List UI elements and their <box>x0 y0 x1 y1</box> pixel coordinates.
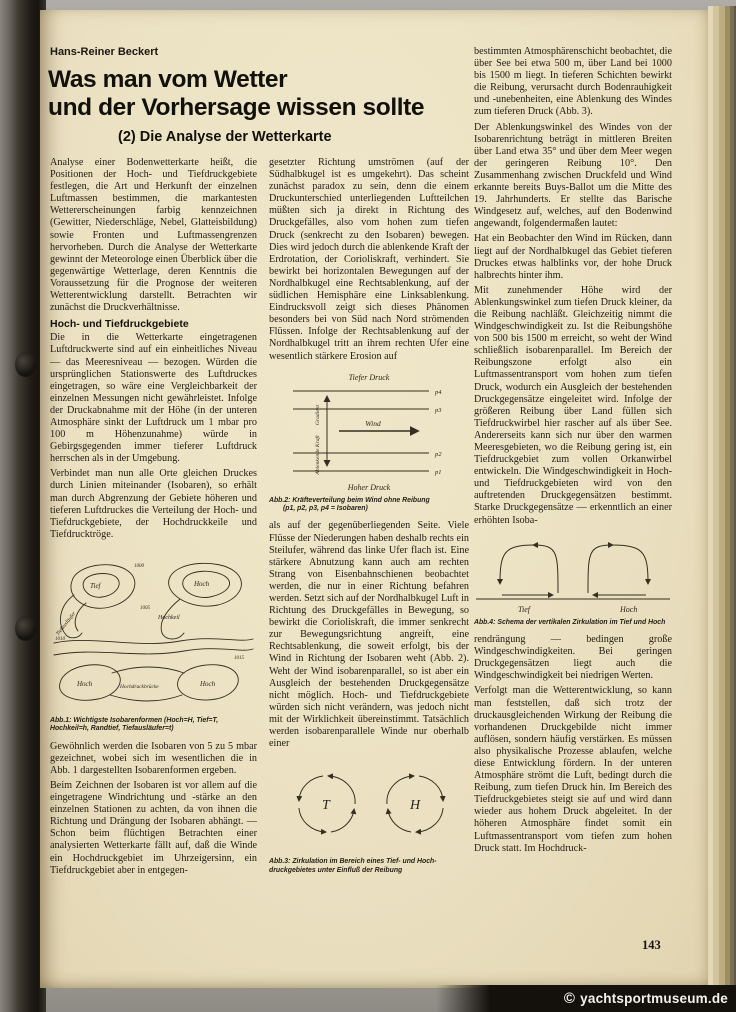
label-iso-1000: 1000 <box>134 563 144 569</box>
page-number: 143 <box>642 938 661 952</box>
figure-caption <box>269 858 469 875</box>
paragraph: Verbindet man nun alle Orte gleichen Druckes durch Linien miteinander (Isobaren), so erhält man durch Abgrenzung der Gebiete höheren und tieferen Luftdruckes die Verteilung der Hoch- und Tiefdruckgebiete, der Hochdruckkeile und Tiefdrucktröge. <box>50 468 257 540</box>
label-tief: Tief <box>518 604 531 614</box>
figure-abb1 <box>50 547 257 734</box>
label-p3: p3 <box>435 406 442 414</box>
label-iso-1010: 1010 <box>55 636 65 642</box>
paragraph: Mit zunehmender Höhe wird der Ablenkungswinkel zum tiefen Druck kleiner, da die Reibung nachläßt. Gleichzeitig nimmt die Windgeschwindigkeit zu. Ist die Reibungshöhe von 500 bis 1500 m erreicht, so weht der Wind schließlich isobarenparallel. Im Bereich der Reibungszone erfolgt also ein Luftmassentransport vom hohen zum tiefen Druck, wodurch ein Ausgleich der bestehenden Druckgegensätze eingeleitet wird. Infolge der größeren Reibung über Land füllen sich Tiefdruckwirbel hier rascher auf als über See. Andererseits kann sich nur über den warmen Meeresgebieten, wo die Reibung gering ist, ein Tiefdruckgebiet zum vollen Orkanwirbel entwickeln. Die Windgeschwindigkeit in Hoch- und Tiefdruckgebieten wird von den auftretenden Druckgegensätzen bestimmt. Starke Druckgegensätze — erkenntlich an einer erhöhten Isoba- <box>474 284 672 526</box>
paragraph: Beim Zeichnen der Isobaren ist vor allem auf die eingetragene Windrichtung und -stärke an den einzelnen Stationen zu achten, da von ihnen die Richtung und Drängung der Isobaren abhängt. — Schon beim flüchtigen Betrachten einer analysierten Wetterkarte fällt auf, daß die Winde ein Hochdruckgebiet im Uhrzeigersinn, ein Tiefdruckgebiet aber in entgegen- <box>50 780 257 876</box>
label-hochdruckbruecke: Hochdruckbrücke <box>120 683 159 690</box>
label-iso-1015: 1015 <box>234 655 244 661</box>
author-name: Hans-Reiner Beckert <box>50 46 159 58</box>
label-h: H <box>410 798 421 814</box>
caption-line2: (Hoch=H, Tief=T, Hochkeil=h, Randtief, Tiefausläufer=t) <box>50 716 219 733</box>
binder-hole-top <box>15 352 36 377</box>
label-tiefer-druck: Tiefer Druck <box>348 372 390 382</box>
label-wind: Wind <box>365 418 381 428</box>
magazine-page <box>40 10 708 988</box>
column-2 <box>269 157 469 882</box>
binder-hole-bottom <box>15 616 36 641</box>
vertical-circulation-diagram <box>474 533 672 617</box>
paragraph: Analyse einer Bodenwetterkarte heißt, die Positionen der Hoch- und Tiefdruckgebiete festlegen, die Art und Herkunft der einzelnen Luftmassen bestimmen, die markantesten Wettererscheinungen farbig kennzeichnen (Gewitter, Niederschläge, Nebel, Glatteisbildung) sowie Fronten und Luftmassengrenzen hervorheben. Durch die Analyse der Wetterkarte gewinnt der Meteorologe einen Überblick über die gegenwärtige Wetterlage, deren Kenntnis die Voraussetzung für die Prognose der weiteren Wetterentwicklung darstellt. Betrachten wir zunächst die Druckverhältnisse. <box>50 157 257 314</box>
section-heading: Hoch- und Tiefdruckgebiete <box>50 318 189 331</box>
article-title-line1: Was man vom Wetter <box>48 66 288 93</box>
figure-caption <box>50 717 257 734</box>
paragraph: Hat ein Beobachter den Wind im Rücken, dann liegt auf der Nordhalbkugel das Gebiet tieferen Druckes etwas halblinks vor, der hohe Druck halbrechts hinter ihm. <box>474 233 672 281</box>
article-title <box>48 66 424 121</box>
paragraph: Der Ablenkungswinkel des Windes von der Isobarenrichtung beträgt in mittleren Breiten über Land etwa 35° und über dem Meer wegen der geringeren Reibung 10°. Den Zusammenhang zwischen Druckfeld und Wind erkannte bereits Buys-Ballot um die Mitte des 19. Jahrhunderts. Er stellte das Barische Windgesetz auf, welches, auf den Bodenwind angewandt, folgendermaßen lautet: <box>474 121 672 230</box>
caption-line2: (p1, p2, p3, p4 = Isobaren) <box>283 505 368 512</box>
label-hoch-top: Hoch <box>194 579 210 588</box>
caption-line1: Abb.1: Wichtigste Isobarenformen <box>50 716 163 724</box>
watermark-text: yachtsportmuseum.de <box>580 991 728 1006</box>
article-title-line2: und der Vorhersage wissen sollte <box>48 93 425 121</box>
label-t: T <box>322 798 330 814</box>
figure-caption: Abb.4: Schema der vertikalen Zirkulation im Tief und Hoch <box>474 618 666 626</box>
wind-forces-diagram <box>269 369 469 495</box>
label-p1: p1 <box>435 468 442 476</box>
column-3 <box>474 46 672 858</box>
label-iso-1005: 1005 <box>140 605 150 611</box>
article-subtitle: (2) Die Analyse der Wetterkarte <box>118 129 332 145</box>
label-p2: p2 <box>435 450 442 458</box>
paragraph: rendrängung — bedingen große Windgeschwindigkeiten. Bei geringen Druckgegensätzen liegt auch die Windgeschwindigkeit bei niedrigen Werten. <box>474 634 672 682</box>
paragraph: Verfolgt man die Wetterentwicklung, so kann man feststellen, daß sich trotz der druckausgleichenden Wirkung der Reibung die vorhandenen Druckgebilde nicht immer auflösen, sondern häufig verstärken. Es müssen also physikalische Prozesse ablaufen, welche diese Entwicklung fördern. In der unteren Atmosphäre strömt die Luft, bedingt durch die Reibung, zum tiefen Druck hin. Im Bereich des Tiefdruckgebietes steigt sie auf und wird dann wieder aus hohem Druck abgeleitet. In der höheren Atmosphäre findet somit ein Luftmassentransport vom tiefen zum hohen Druck statt. Im Hochdruck- <box>474 685 672 854</box>
paragraph: gesetzter Richtung umströmen (auf der Südhalbkugel ist es umgekehrt). Das scheint zunächst paradox zu sein, denn die einem Druckunterschied unterliegenden Luftteilchen müßten sich ja direkt in Richtung des Druckgefälles, also vom hohen zum tiefen Druck (senkrecht zu den Isobaren) bewegen. Dies wird jedoch durch die ablenkende Kraft der Erdrotation, der Corioliskraft, verhindert. Sie bewirkt bei horizontalen Bewegungen auf der Nordhalbkugel eine Rechtsablenkung, auf der südlichen Hemisphäre eine Linksablenkung. Eindrucksvoll zeigt sich dieses Phänomen besonders bei von Süd nach Nord strömenden Flüssen. Infolge der Rechtsablenkung auf der Nordhalbkugel tritt an ihrem rechten Ufer eine wesentlich stärkere Erosion auf <box>269 157 469 362</box>
label-hoch: Hoch <box>620 604 638 614</box>
label-hoch-left: Hoch <box>77 679 93 688</box>
label-p4: p4 <box>435 388 442 396</box>
figure-abb3 <box>269 756 469 875</box>
page-stack-edge <box>708 6 736 1000</box>
circulation-diagram <box>269 756 469 856</box>
watermark <box>564 991 728 1006</box>
paragraph: Die in die Wetterkarte eingetragenen Luftdruckwerte sind auf ein einheitliches Niveau — das Meeresniveau — bezogen. Würden die ursprünglichen Stationswerte des Luftdruckes eingetragen, so wäre eine Vergleichbarkeit der einzelnen Messungen nicht gewährleistet. Infolge der Druckabnahme mit der Höhe (in der unteren Atmosphäre sinkt der Luftdruck um 1 mbar pro 100 m Höhenzunahme) würde in Gebirgsgegenden immer tieferer Luftdruck herrschen als in der Umgebung. <box>50 332 257 465</box>
label-hochkeil: Hochkeil <box>158 614 180 621</box>
label-ablenkende-kraft: Ablenkende Kraft <box>315 434 321 475</box>
paragraph: Gewöhnlich werden die Isobaren von 5 zu 5 mbar gezeichnet, wobei sich im wesentlichen die in Abb. 1 dargestellten Isobarenformen ergeben. <box>50 740 257 776</box>
bottom-right-shadow <box>436 985 736 1012</box>
caption-line1: Abb.2: Kräfteverteilung beim Wind ohne Reibung <box>269 496 430 504</box>
label-tief: Tief <box>90 581 101 590</box>
isobar-sketch <box>50 547 257 715</box>
label-gradient: Gradient <box>315 404 321 425</box>
figure-caption <box>269 497 469 514</box>
caption-line1: Abb.3: Zirkulation im Bereich eines Tief- und Hoch- <box>269 858 437 866</box>
figure-abb2 <box>269 369 469 514</box>
figure-abb4 <box>474 533 672 627</box>
paragraph: als auf der gegenüberliegenden Seite. Viele Flüsse der Niederungen haben deshalb rechts ein Steilufer, während das linke Ufer flach ist. Eine stärkere Abnutzung kann auch am rechten Strang von Eisenbahnschienen beobachtet werden, die nur in einer Richtung befahren werden. Setzt sich auf der Nordhalbkugel Luft in Richtung des Druckgefälles in Bewegung, so bewirkt die Corioliskraft, die immer senkrecht zur Bewegungsrichtung angreift, eine Rechtsablenkung, die soweit erfolgt, bis der Wind in Richtung der Isobaren weht (Abb. 2). Weht der Wind isobarenparallel, so ist aber ein Ausgleich der bestehenden Druckgegensätze nicht möglich. Hoch- und Tiefdruckgebiete würden sich nicht verändern, was jedoch nicht mit der Wirklichkeit übereinstimmt. Tatsächlich werden isobarenparallele Winde nur oberhalb einer <box>269 520 469 750</box>
label-tiefauslaeufer: Tiefausläufer <box>55 610 78 637</box>
label-hoch-right: Hoch <box>200 679 216 688</box>
copyright-icon: © <box>563 990 576 1007</box>
caption-line2: druckgebietes unter Einfluß der Reibung <box>269 866 403 874</box>
paragraph: bestimmten Atmosphärenschicht beobachtet, die über See bei etwa 500 m, über Land bei 1000 bis 1500 m liegt. In tieferen Schichten bewirkt die Reibung, verursacht durch Bodenrauhigkeit und -unebenheiten, eine Ablenkung des Windes zum tieferen Druck (Abb. 3). <box>474 46 672 118</box>
column-1 <box>50 157 257 880</box>
label-hoher-druck: Hoher Druck <box>347 482 391 492</box>
